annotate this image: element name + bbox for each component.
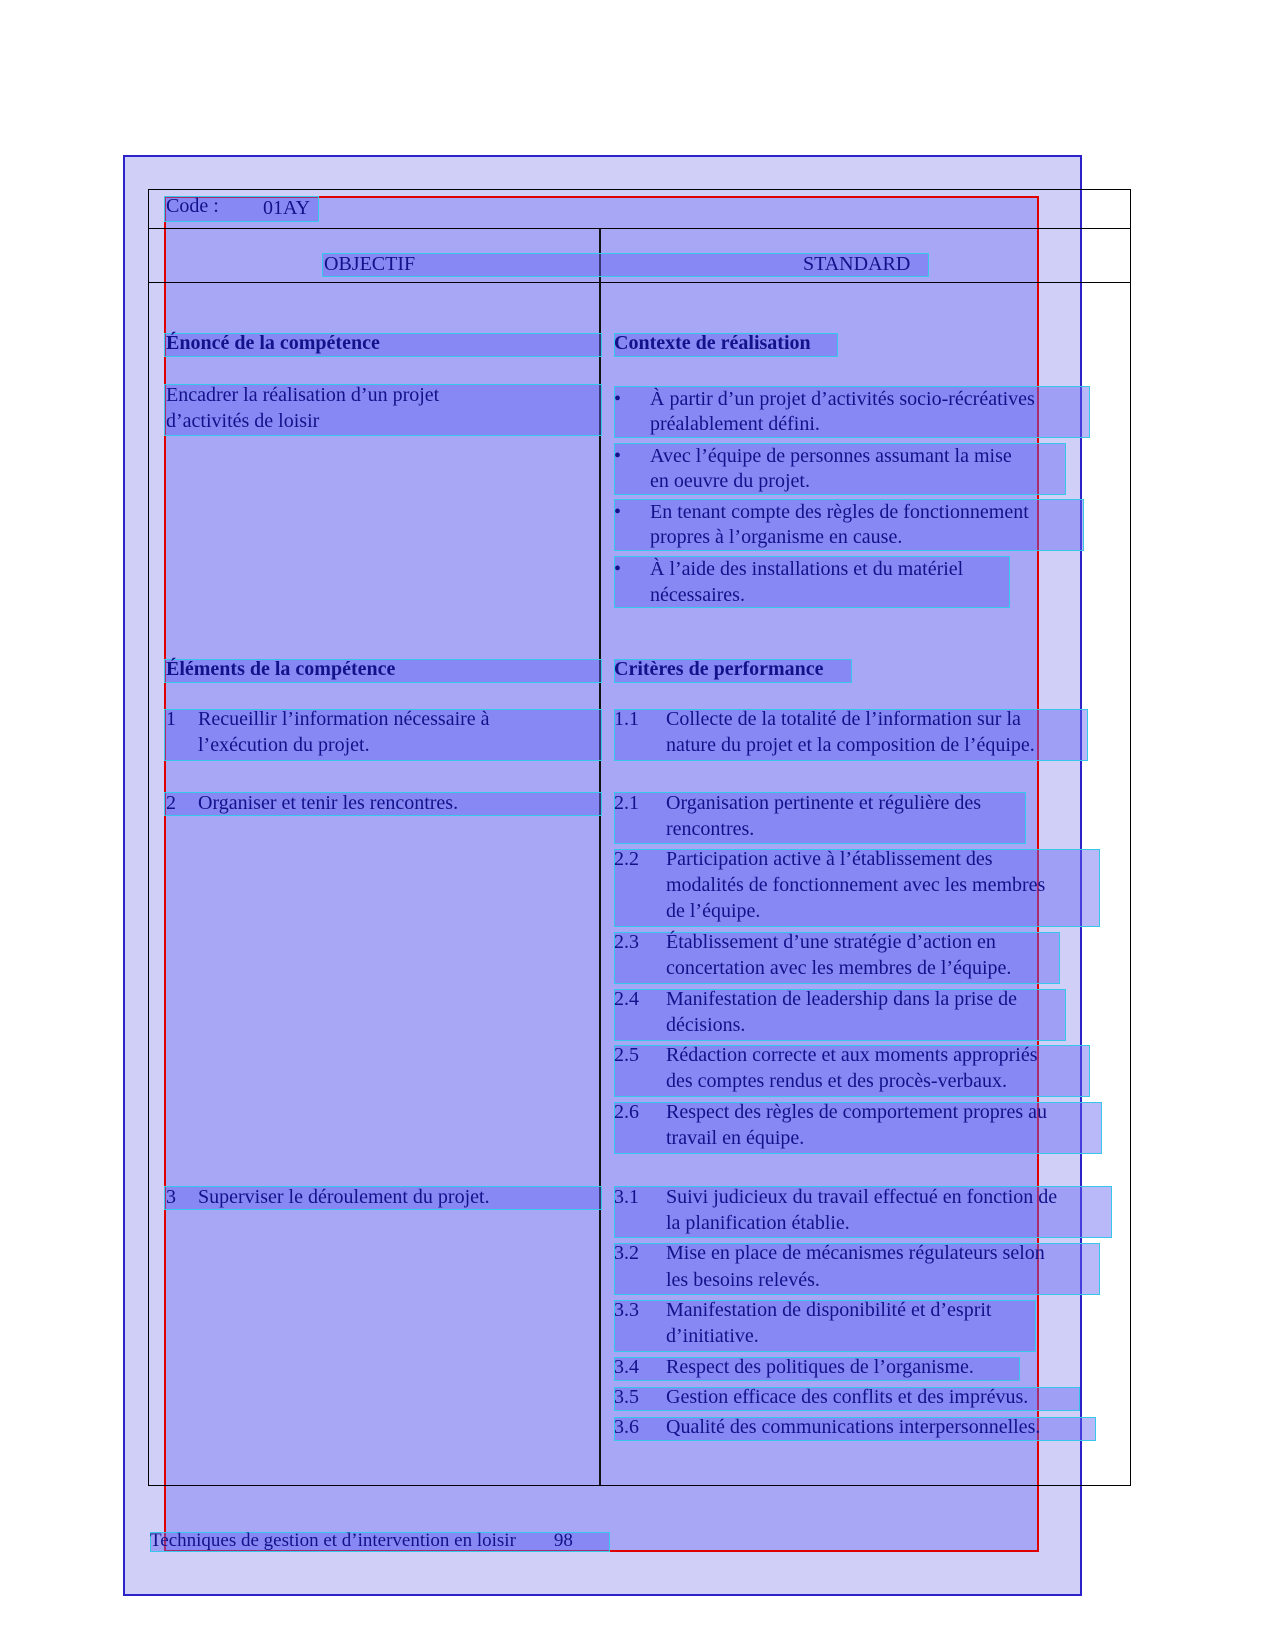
critere-text: nature du projet et la composition de l’équipe. <box>666 734 1035 756</box>
critere-text: la planification établie. <box>666 1212 850 1234</box>
critere-line <box>614 1240 1045 1266</box>
critere-text: concertation avec les membres de l’équipe. <box>666 957 1012 979</box>
frame-right <box>1130 189 1131 1486</box>
element-number: 1 <box>166 708 176 730</box>
critere-number: 3.1 <box>614 1186 639 1208</box>
contexte-title: Contexte de réalisation <box>614 332 811 354</box>
critere-text: de l’équipe. <box>666 900 761 922</box>
code-value: 01AY <box>263 197 311 219</box>
enonce-line: d’activités de loisir <box>166 410 320 432</box>
element-line <box>166 790 458 816</box>
critere-text: rencontres. <box>666 818 755 840</box>
critere-text: Suivi judicieux du travail effectué en fonction de <box>666 1186 1058 1208</box>
critere-number: 3.3 <box>614 1299 639 1321</box>
footer-page-number: 98 <box>553 1530 573 1551</box>
critere-text: Manifestation de leadership dans la prise de <box>666 988 1017 1010</box>
critere-number: 2.4 <box>614 988 639 1010</box>
contexte-line: propres à l’organisme en cause. <box>650 526 903 548</box>
critere-text: travail en équipe. <box>666 1127 805 1149</box>
standard-header: STANDARD <box>803 253 911 275</box>
critere-line <box>614 1384 1028 1410</box>
critere-number: 2.1 <box>614 792 639 814</box>
critere-text: Établissement d’une stratégie d’action en <box>666 931 996 953</box>
contexte-line: Avec l’équipe de personnes assumant la mise <box>650 445 1012 467</box>
contexte-line: nécessaires. <box>650 584 745 606</box>
critere-line <box>614 1414 1040 1440</box>
code-label: Code : <box>166 195 219 217</box>
frame-top <box>148 189 1131 190</box>
elements-title: Éléments de la compétence <box>166 658 396 680</box>
critere-text: Organisation pertinente et régulière des <box>666 792 982 814</box>
critere-line <box>614 1354 974 1380</box>
frame-header-top <box>148 228 1131 229</box>
element-text: Superviser le déroulement du projet. <box>198 1186 490 1208</box>
page-footer <box>150 1530 573 1552</box>
critere-text: modalités de fonctionnement avec les membres <box>666 874 1046 896</box>
critere-text: d’initiative. <box>666 1325 759 1347</box>
frame-bottom <box>148 1485 1131 1486</box>
contexte-bullet: • <box>614 445 622 467</box>
critere-number: 2.2 <box>614 848 639 870</box>
critere-text: Gestion efficace des conflits et des imprévus. <box>666 1386 1029 1408</box>
critere-line <box>614 929 996 955</box>
critere-number: 3.2 <box>614 1242 639 1264</box>
critere-line <box>614 1099 1047 1125</box>
enonce-title: Énoncé de la compétence <box>166 332 380 354</box>
critere-text: Qualité des communications interpersonnelles. <box>666 1416 1041 1438</box>
frame-header-bottom <box>148 282 1131 283</box>
critere-text: Rédaction correcte et aux moments appropriés <box>666 1044 1038 1066</box>
critere-number: 2.5 <box>614 1044 639 1066</box>
critere-text: Manifestation de disponibilité et d’esprit <box>666 1299 992 1321</box>
element-line <box>166 706 490 732</box>
element-number: 2 <box>166 792 176 814</box>
critere-number: 1.1 <box>614 708 639 730</box>
critere-text: Respect des politiques de l’organisme. <box>666 1356 974 1378</box>
critere-number: 3.5 <box>614 1386 639 1408</box>
frame-left <box>148 189 149 1486</box>
critere-number: 2.3 <box>614 931 639 953</box>
element-text: Recueillir l’information nécessaire à <box>198 708 490 730</box>
element-number: 3 <box>166 1186 176 1208</box>
critere-line <box>614 706 1021 732</box>
critere-line <box>614 1297 992 1323</box>
critere-number: 3.6 <box>614 1416 639 1438</box>
element-text: Organiser et tenir les rencontres. <box>198 792 459 814</box>
contexte-line: À partir d’un projet d’activités socio-récréatives <box>650 388 1035 410</box>
criteres-title: Critères de performance <box>614 658 824 680</box>
contexte-bullet: • <box>614 558 622 580</box>
contexte-line: en oeuvre du projet. <box>650 470 810 492</box>
critere-text: Collecte de la totalité de l’information sur la <box>666 708 1021 730</box>
contexte-line: À l’aide des installations et du matériel <box>650 558 964 580</box>
critere-number: 3.4 <box>614 1356 639 1378</box>
contexte-line: préalablement défini. <box>650 413 820 435</box>
critere-text: Mise en place de mécanismes régulateurs selon <box>666 1242 1045 1264</box>
critere-text: Respect des règles de comportement propres au <box>666 1101 1047 1123</box>
element-text: l’exécution du projet. <box>198 734 370 756</box>
objectif-header: OBJECTIF <box>324 253 416 275</box>
contexte-bullet: • <box>614 501 622 523</box>
footer-program: Techniques de gestion et d’intervention en loisir <box>150 1530 516 1551</box>
contexte-bullet: • <box>614 388 622 410</box>
critere-line <box>614 986 1017 1012</box>
critere-line <box>614 1042 1038 1068</box>
critere-text: décisions. <box>666 1014 746 1036</box>
critere-text: des comptes rendus et des procès-verbaux. <box>666 1070 1007 1092</box>
contexte-line: En tenant compte des règles de fonctionnement <box>650 501 1029 523</box>
critere-text: Participation active à l’établissement des <box>666 848 993 870</box>
critere-line <box>614 846 993 872</box>
critere-number: 2.6 <box>614 1101 639 1123</box>
critere-line <box>614 790 981 816</box>
critere-line <box>614 1184 1057 1210</box>
critere-text: les besoins relevés. <box>666 1269 820 1291</box>
element-line <box>166 1184 490 1210</box>
enonce-line: Encadrer la réalisation d’un projet <box>166 384 440 406</box>
